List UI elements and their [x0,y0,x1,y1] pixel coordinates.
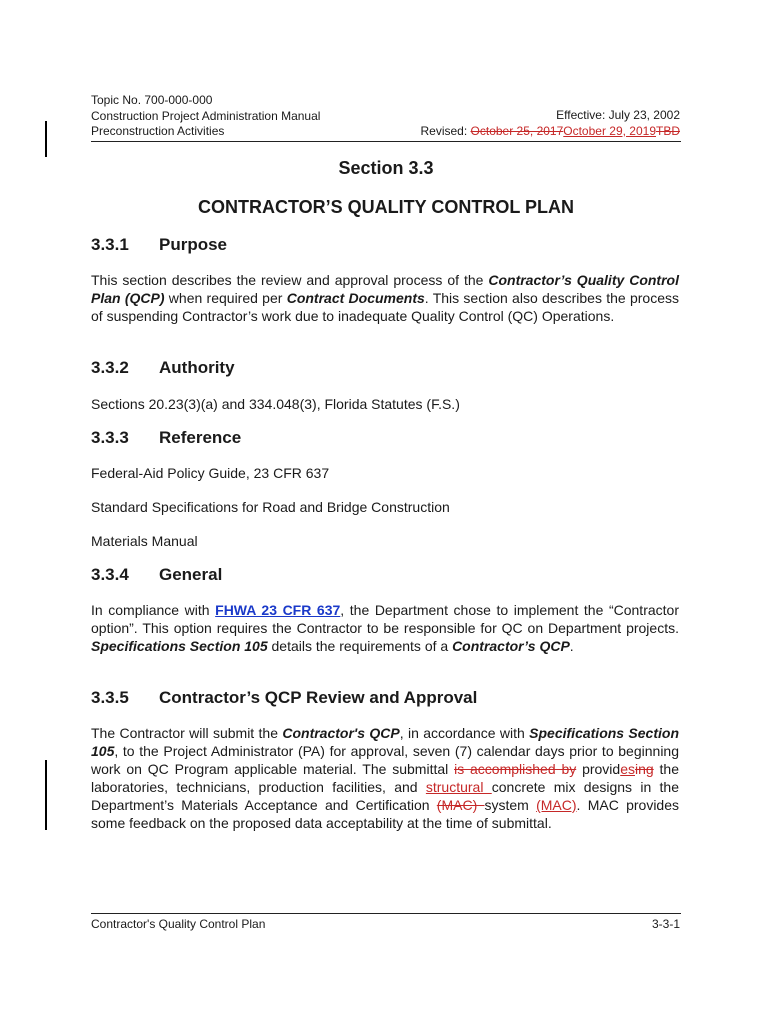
deleted-text: TBD [656,123,680,138]
inserted-text: October 29, 2019 [563,123,656,138]
chapter-title: Preconstruction Activities [91,124,225,138]
inserted-text: es [620,761,635,777]
general-paragraph: In compliance with FHWA 23 CFR 637, the Department chose to implement the “Contractor option”. This option requires the Contractor to be responsible for QC on Department projects. Specifications Section 105 details the requirements of a Contractor’s QCP. [91,602,679,654]
inserted-text: structural [425,779,492,795]
footer-rule [91,913,681,914]
deleted-text: ing [635,761,654,777]
purpose-paragraph: This section describes the review and approval process of the Contractor’s Quality Control Plan (QCP) when required per Contract Documents. This section also describes the process of suspending Contractor’s work due to inadequate Quality Control (QC) Operations. [91,272,679,324]
heading-review-approval: 3.3.5 Contractor’s QCP Review and Approval [91,688,478,707]
page-header-right [421,108,681,139]
review-paragraph: The Contractor will submit the Contractor's QCP, in accordance with Specifications Section 105, to the Project Administrator (PA) for approval, seven (7) calendar days prior to beginning work on QC Program applicable material. The submittal is accomplished by providesing the laboratories, technicians, production facilities, and structural concrete mix designs in the Department’s Materials Acceptance and Certification (MAC) system (MAC). MAC provides some feedback on the proposed data acceptability at the time of submittal. [91,725,680,831]
heading-purpose: 3.3.1 Purpose [91,235,228,254]
heading-authority: 3.3.2 Authority [91,358,235,377]
heading-reference: 3.3.3 Reference [91,428,242,447]
deleted-text: is accomplished by [454,761,577,777]
manual-title: Construction Project Administration Manual [91,108,321,123]
inserted-text: (MAC) [536,797,577,813]
topic-number: Topic No. 700-000-000 [91,93,213,107]
page-header-left [91,93,320,140]
page-number: 3-3-1 [651,917,680,931]
fhwa-link[interactable]: FHWA 23 CFR 637 [215,602,341,618]
revised-date: Revised: October 25, 2017October 29, 2019TBD [420,123,680,138]
section-title: CONTRACTOR’S QUALITY CONTROL PLAN [197,197,574,217]
effective-date: Effective: July 23, 2002 [556,108,680,122]
deleted-text: (MAC) [436,797,485,813]
header-rule [91,141,681,142]
change-bar [45,760,47,830]
deleted-text: October 25, 2017 [470,123,564,138]
change-bar [45,121,47,157]
reference-item: Materials Manual [91,533,198,549]
reference-item: Federal-Aid Policy Guide, 23 CFR 637 [91,465,330,481]
authority-paragraph: Sections 20.23(3)(a) and 334.048(3), Florida Statutes (F.S.) [91,396,460,412]
footer-title: Contractor's Quality Control Plan [91,917,266,931]
reference-item: Standard Specifications for Road and Bridge Construction [91,499,450,515]
heading-general: 3.3.4 General [91,565,223,584]
section-number: Section 3.3 [338,158,434,178]
